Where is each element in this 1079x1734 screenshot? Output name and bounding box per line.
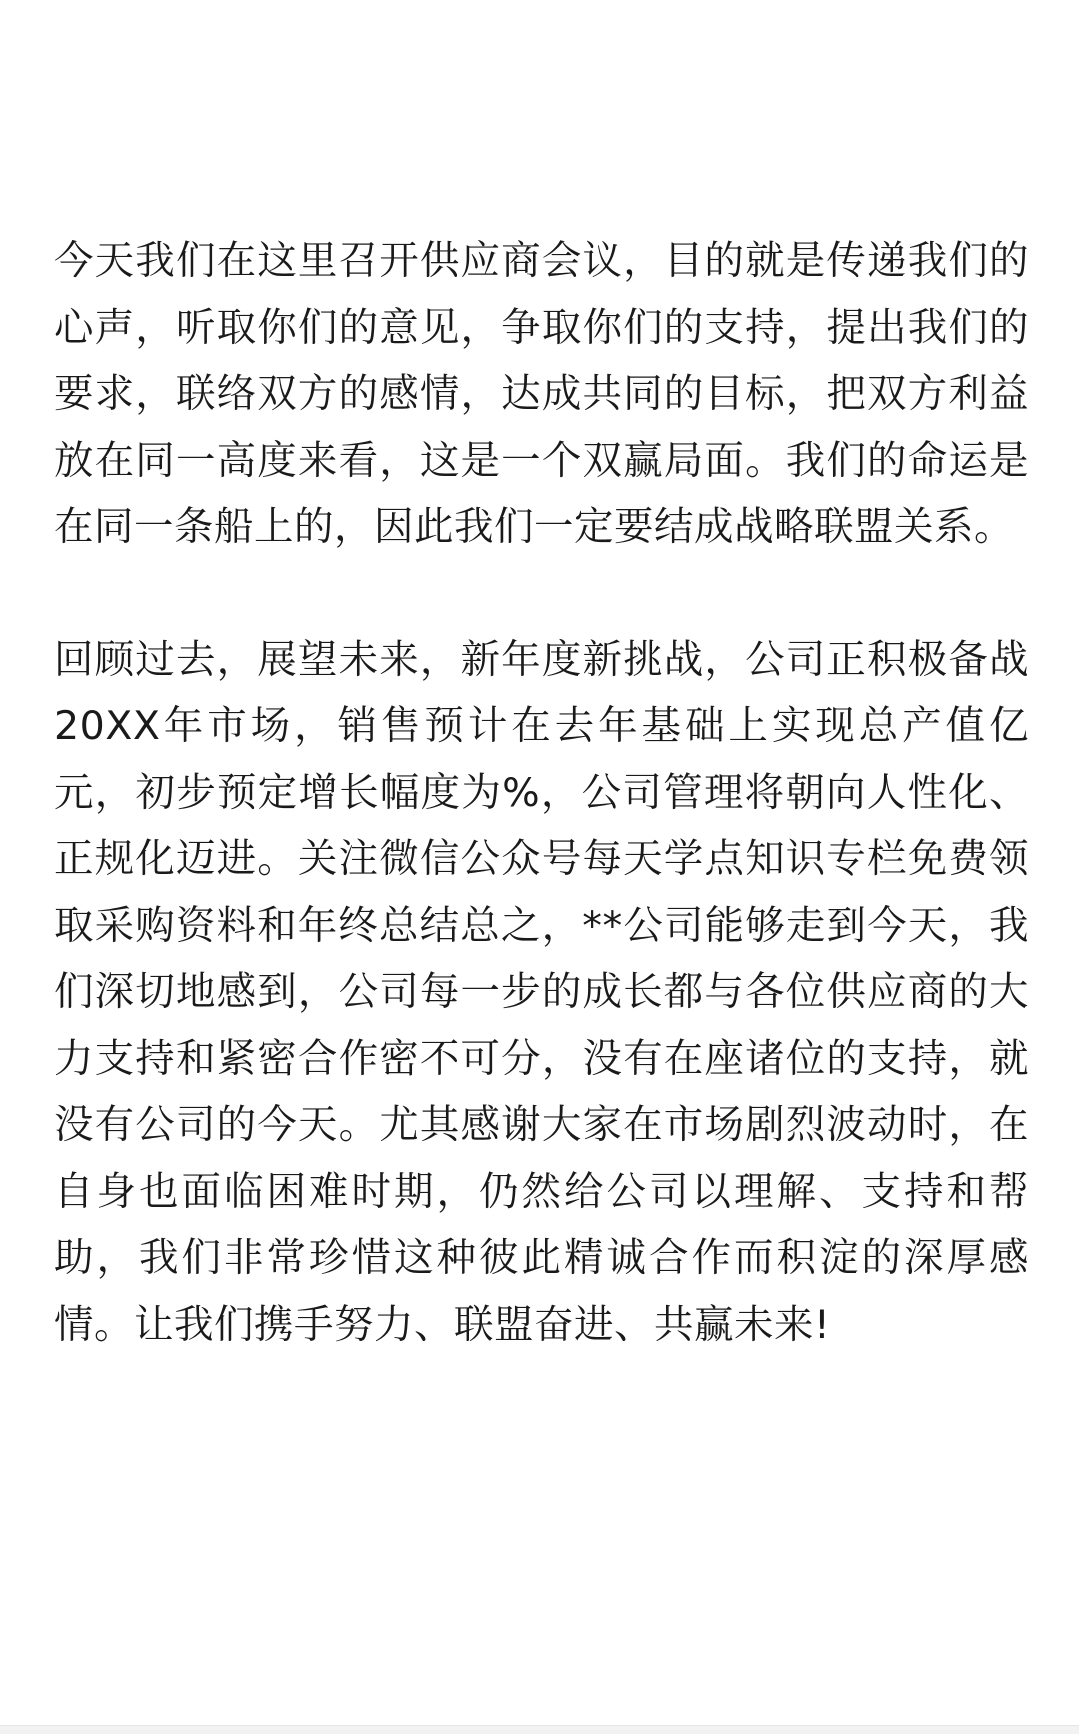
paragraph-supplier-meeting-purpose: 今天我们在这里召开供应商会议，目的就是传递我们的心声，听取你们的意见，争取你们的支持，提出我们的要求，联络双方的感情，达成共同的目标，把双方利益放在同一高度来看，这是一个双赢局面。我们的命运是在同一条船上的，因此我们一定要结成战略联盟关系。 — [54, 238, 1029, 550]
article-body — [54, 228, 1029, 1358]
bottom-divider — [0, 1725, 1079, 1734]
paragraph-review-and-outlook: 回顾过去，展望未来，新年度新挑战，公司正积极备战20XX年市场，销售预计在去年基础上实现总产值亿元，初步预定增长幅度为%，公司管理将朝向人性化、正规化迈进。关注微信公众号每天学点知识专栏免费领取采购资料和年终总结总之，**公司能够走到今天，我们深切地感到，公司每一步的成长都与各位供应商的大力支持和紧密合作密不可分，没有在座诸位的支持，就没有公司的今天。尤其感谢大家在市场剧烈波动时，在自身也面临困难时期，仍然给公司以理解、支持和帮助，我们非常珍惜这种彼此精诚合作而积淀的深厚感情。让我们携手努力、联盟奋进、共赢未来! — [54, 636, 1029, 1348]
